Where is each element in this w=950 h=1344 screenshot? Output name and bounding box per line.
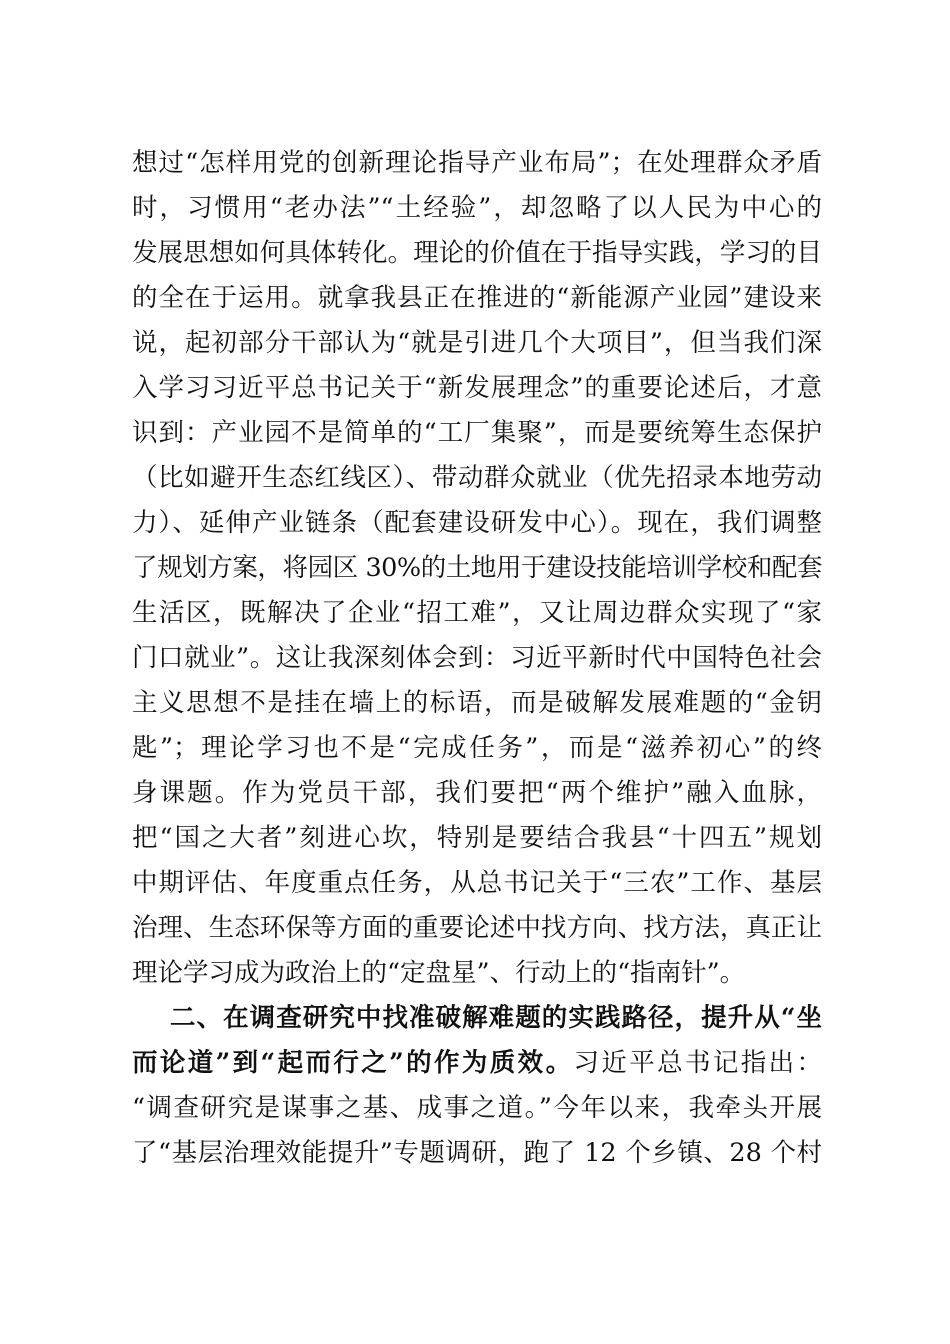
section-heading-continuation <box>132 1048 822 1078</box>
body-text-line: 的全在于运用。就拿我县正在推进的“新能源产业园”建设来 <box>132 283 822 313</box>
body-text-line: 理论学习成为政治上的“定盘星”、行动上的“指南针”。 <box>132 958 746 988</box>
body-text-line: 生活区，既解决了企业“招工难”，又让周边群众实现了“家 <box>132 598 822 628</box>
body-text-line: 识到：产业园不是简单的“工厂集聚”，而是要统筹生态保护 <box>132 418 822 448</box>
body-text-line: 时，习惯用“老办法”“土经验”，却忽略了以人民为中心的 <box>132 193 822 223</box>
section-heading-line: 二、在调查研究中找准破解难题的实践路径，提升从“坐 <box>170 1003 822 1033</box>
body-text-line: 门口就业”。这让我深刻体会到：习近平新时代中国特色社会 <box>132 643 822 673</box>
body-text-line: 入学习习近平总书记关于“新发展理念”的重要论述后，才意 <box>132 373 822 403</box>
body-text-line: （比如避开生态红线区）、带动群众就业（优先招录本地劳动 <box>132 463 822 493</box>
body-text-line: 发展思想如何具体转化。理论的价值在于指导实践，学习的目 <box>132 238 822 268</box>
body-text-line: 主义思想不是挂在墙上的标语，而是破解发展难题的“金钥 <box>132 688 822 718</box>
section-heading-plain-text: 习近平总书记指出： <box>573 1048 822 1078</box>
body-text-line: 把“国之大者”刻进心坎，特别是要结合我县“十四五”规划 <box>132 823 822 853</box>
body-text-line: 身课题。作为党员干部，我们要把“两个维护”融入血脉， <box>132 778 822 808</box>
body-text-line: 了规划方案，将园区 30%的土地用于建设技能培训学校和配套 <box>132 553 822 583</box>
section-heading-bold-text: 而论道”到“起而行之”的作为质效。 <box>132 1048 574 1078</box>
body-text-line: 说，起初部分干部认为“就是引进几个大项目”，但当我们深 <box>132 328 822 358</box>
body-text-line: “调查研究是谋事之基、成事之道。”今年以来，我牵头开展 <box>132 1093 822 1123</box>
body-text-line: 中期评估、年度重点任务，从总书记关于“三农”工作、基层 <box>132 868 822 898</box>
body-text-line: 想过“怎样用党的创新理论指导产业布局”；在处理群众矛盾 <box>132 148 822 178</box>
body-text-line: 了“基层治理效能提升”专题调研，跑了 12 个乡镇、28 个村 <box>132 1138 822 1168</box>
body-text-line: 治理、生态环保等方面的重要论述中找方向、找方法，真正让 <box>132 913 822 943</box>
body-text-line: 力）、延伸产业链条（配套建设研发中心）。现在，我们调整 <box>132 508 822 538</box>
body-text-line: 匙”；理论学习也不是“完成任务”，而是“滋养初心”的终 <box>132 733 822 763</box>
